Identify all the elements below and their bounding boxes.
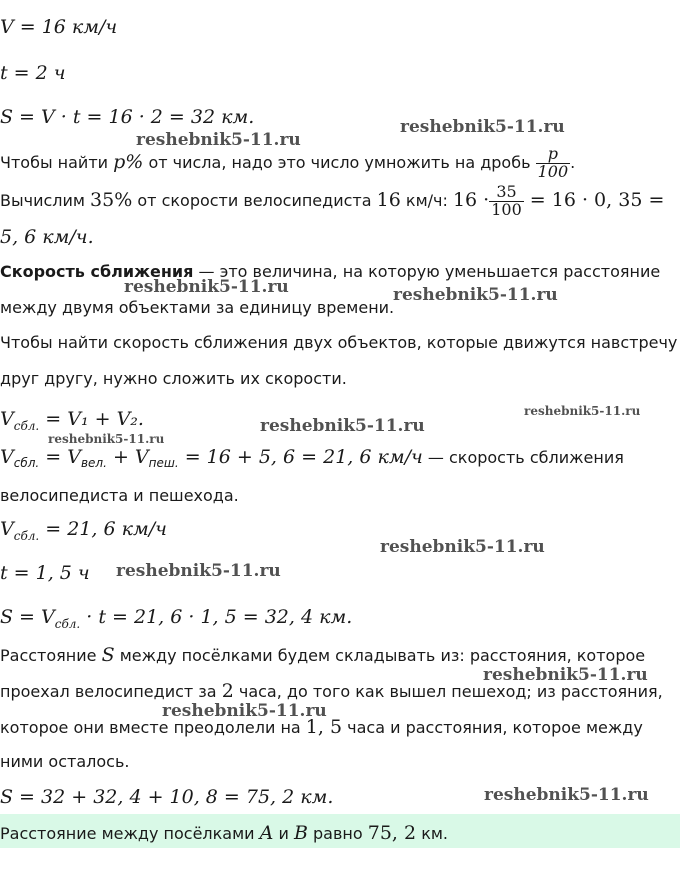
paragraph-distance-line1: [0, 644, 645, 666]
watermark: reshebnik5-11.ru: [483, 665, 648, 685]
math-fragment: V: [0, 518, 14, 540]
text-fragment: км.: [416, 824, 449, 843]
math-fragment: S: [101, 644, 115, 666]
watermark: reshebnik5-11.ru: [136, 130, 301, 150]
equation-distance-1-unit: км.: [221, 106, 255, 128]
math-fragment: · t = 21, 6 · 1, 5 = 32, 4 км.: [80, 606, 353, 628]
math-fragment: p%: [113, 150, 144, 173]
paragraph-calc-35: [0, 184, 664, 219]
equation-distance-1: [0, 106, 254, 128]
definition-approach-speed-line2: между двумя объектами за единицу времени.: [0, 298, 395, 317]
math-subscript: сбл.: [13, 456, 40, 471]
definition-term: Скорость сближения: [0, 262, 194, 281]
text-fragment: км/ч:: [400, 190, 453, 210]
text-fragment: проехал велосипедист за: [0, 682, 222, 701]
fraction-denominator: 100: [537, 161, 569, 181]
watermark: reshebnik5-11.ru: [484, 785, 649, 805]
math-subscript: сбл.: [54, 616, 81, 631]
equation-approach-speed-calc: [0, 446, 624, 470]
math-fragment: = V: [39, 446, 81, 468]
paragraph-find-percent: [0, 146, 575, 181]
text-fragment: Расстояние: [0, 646, 102, 665]
math-subscript: вел.: [80, 456, 107, 471]
math-fragment: + V: [106, 446, 149, 468]
text-fragment: Чтобы найти: [0, 152, 114, 172]
watermark: reshebnik5-11.ru: [400, 117, 565, 137]
math-subscript: сбл.: [13, 528, 40, 543]
fraction-numerator: 35: [489, 184, 524, 202]
text-fragment: которое они вместе преодолели на: [0, 718, 306, 737]
equation-approach-speed-calc-line2: велосипедиста и пешехода.: [0, 486, 239, 505]
equation-distance-total: S = 32 + 32, 4 + 10, 8 = 75, 2 км.: [0, 786, 334, 808]
text-fragment: — это величина, на которую уменьшается расстояние: [193, 262, 661, 281]
text-fragment: Расстояние между посёлками: [0, 824, 260, 843]
watermark: reshebnik5-11.ru: [380, 537, 545, 557]
paragraph-distance-line4: ними осталось.: [0, 752, 130, 771]
math-fragment: V: [0, 408, 14, 430]
rule-line-2: друг другу, нужно сложить их скорости.: [0, 369, 347, 388]
equation-approach-speed-def: [0, 408, 144, 433]
fraction-numerator: p: [536, 146, 571, 164]
watermark: reshebnik5-11.ru: [162, 701, 327, 721]
answer-box: [0, 814, 680, 848]
answer-text: [0, 822, 448, 844]
watermark: reshebnik5-11.ru: [260, 416, 425, 436]
text-fragment: часа, до того как вышел пешеход; из расстояния,: [233, 682, 663, 701]
watermark: reshebnik5-11.ru: [124, 277, 289, 297]
math-fragment: V: [0, 446, 14, 468]
equation-distance-1-expr: S = V · t = 16 · 2 = 32: [0, 106, 216, 128]
math-fragment: = 16 · 0, 35 =: [523, 188, 665, 211]
equation-distance-2: [0, 606, 352, 631]
text-fragment: равно: [307, 824, 368, 843]
math-fragment: 75, 2: [367, 822, 417, 844]
math-fragment: 16: [376, 188, 401, 211]
watermark: reshebnik5-11.ru: [116, 561, 281, 581]
math-fragment: 2: [221, 680, 234, 702]
math-fragment: 1, 5: [305, 716, 343, 738]
math-subscript: пеш.: [148, 456, 179, 471]
math-fragment: 35%: [90, 188, 133, 211]
text-fragment: от числа, надо это число умножить на дробь: [143, 152, 536, 172]
watermark: reshebnik5-11.ru: [524, 404, 641, 418]
text-fragment: Вычислим: [0, 190, 91, 210]
text-fragment: и: [273, 824, 294, 843]
watermark: reshebnik5-11.ru: [48, 432, 165, 446]
text-fragment: часа и расстояния, которое между: [342, 718, 643, 737]
fraction-p-100: [536, 146, 571, 181]
text-fragment: — скорость сближения: [422, 448, 624, 467]
math-fragment: 16 ·: [452, 188, 490, 211]
equation-approach-speed-value: [0, 518, 167, 543]
rule-line-1: Чтобы найти скорость сближения двух объектов, которые движутся навстречу: [0, 333, 678, 352]
math-subscript: сбл.: [13, 418, 40, 433]
math-fragment: A: [259, 822, 274, 844]
paragraph-calc-35-result: 5, 6 км/ч.: [0, 226, 94, 248]
math-fragment: = 21, 6 км/ч: [39, 518, 167, 540]
math-fragment: S = V: [0, 606, 55, 628]
equation-time-2: t = 1, 5 ч: [0, 562, 90, 584]
text-fragment: между посёлками будем складывать из: расстояния, которое: [114, 646, 646, 665]
equation-time: t = 2 ч: [0, 62, 66, 84]
definition-approach-speed: [0, 262, 660, 281]
math-fragment: B: [293, 822, 308, 844]
equation-speed: V = 16 км/ч: [0, 16, 118, 38]
fraction-denominator: 100: [491, 199, 522, 219]
math-fragment: = 16 + 5, 6 = 21, 6 км/ч: [178, 446, 423, 468]
fraction-35-100: [489, 184, 524, 219]
text-fragment: от скорости велосипедиста: [132, 190, 377, 210]
math-fragment: = V₁ + V₂.: [39, 408, 144, 430]
watermark: reshebnik5-11.ru: [393, 285, 558, 305]
text-fragment: .: [570, 152, 576, 172]
